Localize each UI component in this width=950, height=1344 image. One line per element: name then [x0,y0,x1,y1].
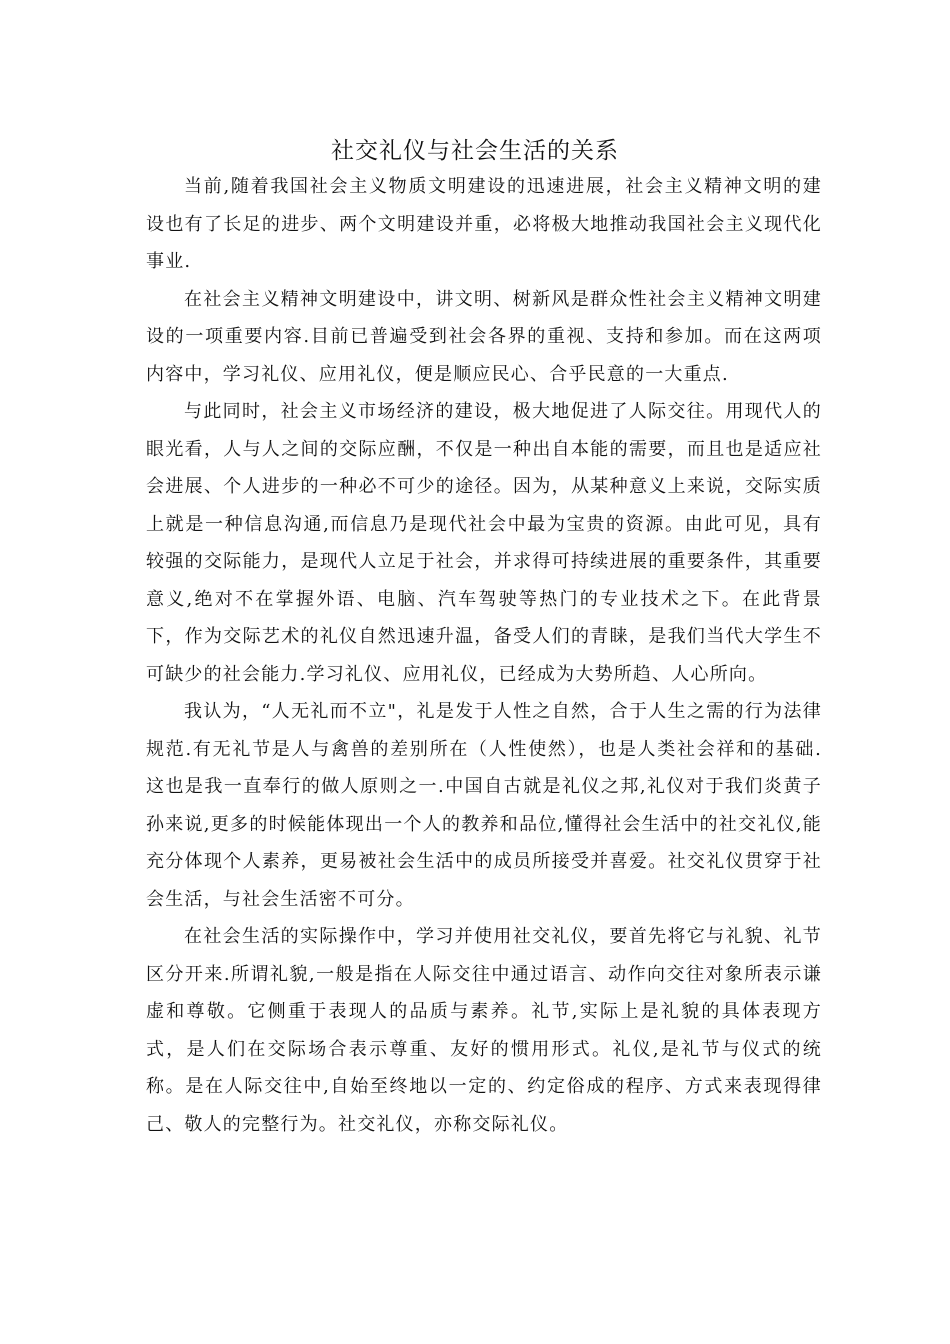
paragraph-2: 在社会主义精神文明建设中，讲文明、树新风是群众性社会主义精神文明建设的一项重要内容.目前已普遍受到社会各界的重视、支持和参加。而在这两项内容中，学习礼仪、应用礼仪，便是顺应民心、合乎民意的一大重点. [146,288,822,385]
document-body [146,168,822,1143]
document-title: 社交礼仪与社会生活的关系 [331,138,619,164]
paragraph-4: 我认为，“人无礼而不立"，礼是发于人性之自然，合于人生之需的行为法律规范.有无礼节是人与禽兽的差别所在（人性使然），也是人类社会祥和的基础.这也是我一直奉行的做人原则之一.中国自古就是礼仪之邦,礼仪对于我们炎黄子孙来说,更多的时候能体现出一个人的教养和品位,懂得社会生活中的社交礼仪,能充分体现个人素养，更易被社会生活中的成员所接受并喜爱。社交礼仪贯穿于社会生活，与社会生活密不可分。 [146,701,822,910]
paragraph-5: 在社会生活的实际操作中，学习并使用社交礼仪，要首先将它与礼貌、礼节区分开来.所谓礼貌,一般是指在人际交往中通过语言、动作向交往对象所表示谦虚和尊敬。它侧重于表现人的品质与素养。礼节,实际上是礼貌的具体表现方式，是人们在交际场合表示尊重、友好的惯用形式。礼仪,是礼节与仪式的统称。是在人际交往中,自始至终地以一定的、约定俗成的程序、方式来表现得律己、敬人的完整行为。社交礼仪，亦称交际礼仪。 [146,926,822,1135]
paragraph-3: 与此同时，社会主义市场经济的建设，极大地促进了人际交往。用现代人的眼光看，人与人之间的交际应酬，不仅是一种出自本能的需要，而且也是适应社会进展、个人进步的一种必不可少的途径。因为，从某种意义上来说，交际实质上就是一种信息沟通,而信息乃是现代社会中最为宝贵的资源。由此可见，具有较强的交际能力，是现代人立足于社会，并求得可持续进展的重要条件，其重要意义,绝对不在掌握外语、电脑、汽车驾驶等热门的专业技术之下。在此背景下，作为交际艺术的礼仪自然迅速升温，备受人们的青睐，是我们当代大学生不可缺少的社会能力.学习礼仪、应用礼仪，已经成为大势所趋、人心所向。 [146,401,822,685]
paragraph-1: 当前,随着我国社会主义物质文明建设的迅速进展，社会主义精神文明的建设也有了长足的进步、两个文明建设并重，必将极大地推动我国社会主义现代化事业. [146,176,822,272]
